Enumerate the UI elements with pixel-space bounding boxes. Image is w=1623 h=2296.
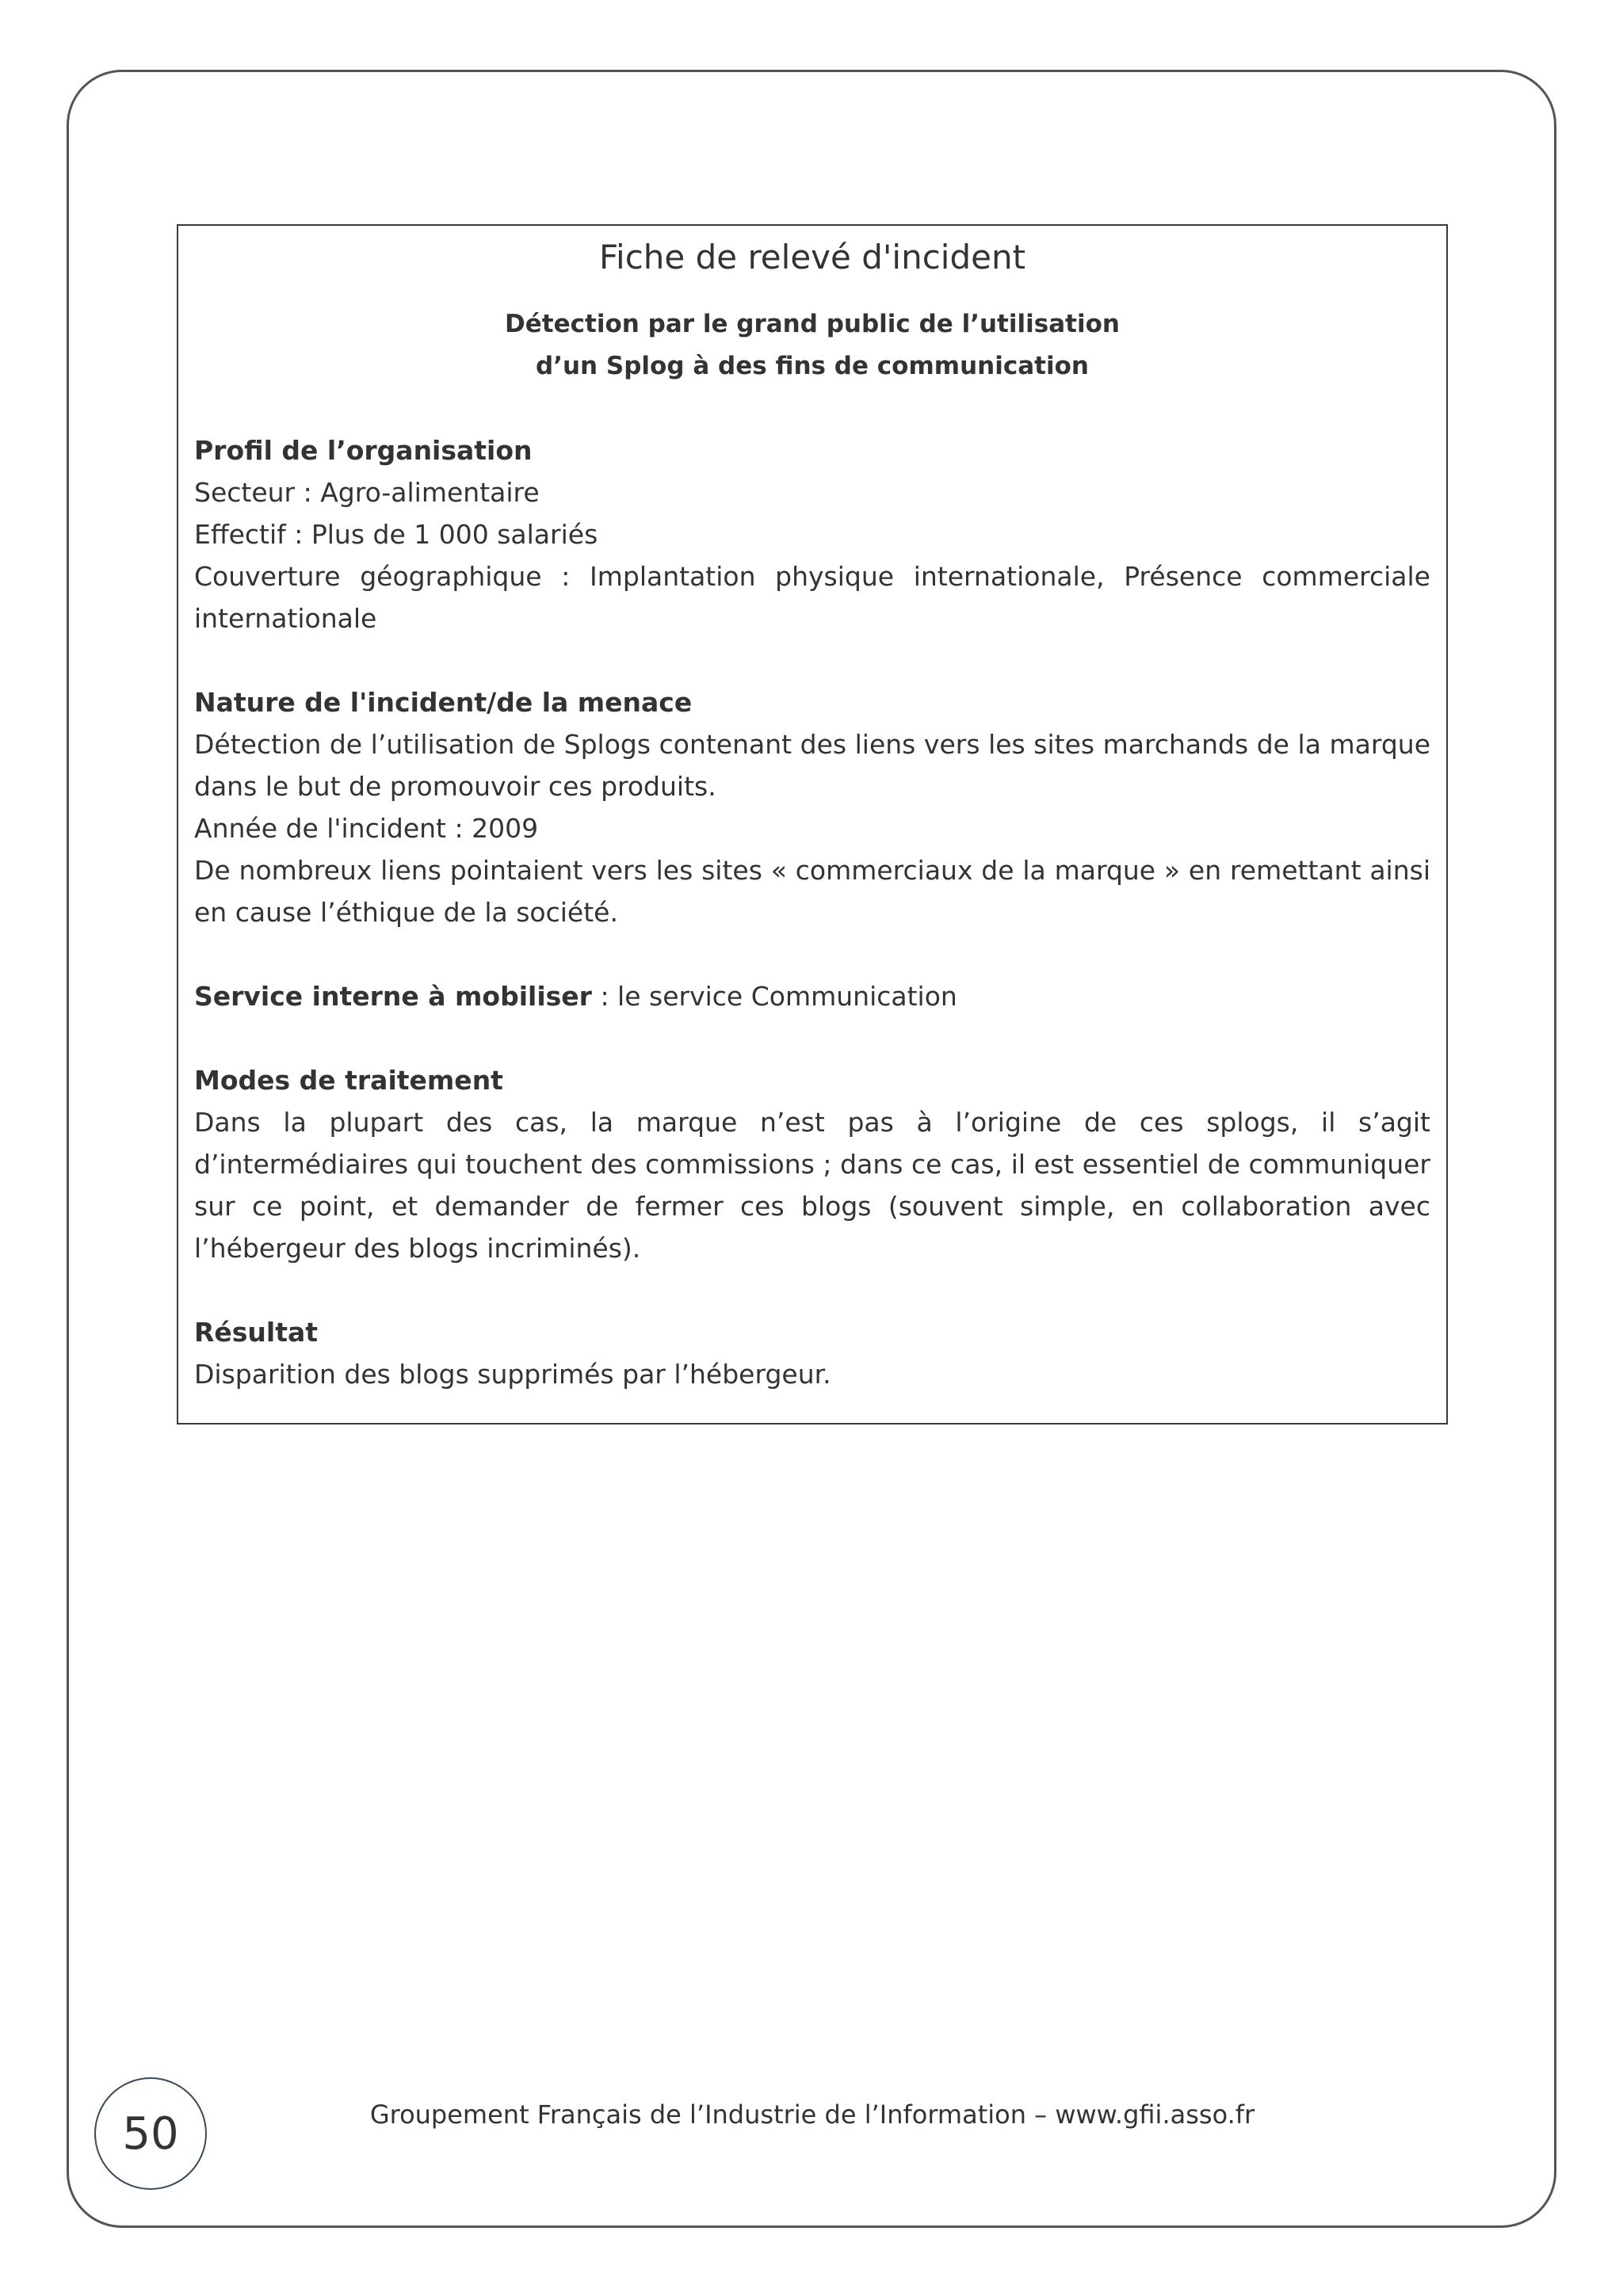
service-value: : le service Communication — [591, 981, 957, 1012]
section-nature — [194, 681, 1430, 933]
modes-heading: Modes de traitement — [194, 1065, 503, 1096]
modes-text: Dans la plupart des cas, la marque n’est pas à l’origine de ces splogs, il s’agit d’intermédiaires qui touchent des commissions ; dans ce cas, il est essentiel de communiquer sur ce point, et demander de fermer ces blogs (souvent simple, en collaboration avec l’hébergeur des blogs incriminés). — [194, 1107, 1430, 1264]
incident-report-box — [177, 224, 1448, 1425]
report-subtitle-line2: d’un Splog à des fins de communication — [536, 352, 1089, 380]
section-profil — [194, 429, 1430, 639]
report-title: Fiche de relevé d'incident — [598, 238, 1026, 277]
page-number: 50 — [94, 2077, 207, 2190]
report-subtitle-line1: Détection par le grand public de l’utilisation — [505, 310, 1120, 338]
nature-heading: Nature de l'incident/de la menace — [194, 687, 693, 718]
nature-annee: Année de l'incident : 2009 — [194, 813, 539, 844]
profil-effectif: Effectif : Plus de 1 000 salariés — [194, 519, 598, 550]
nature-liens: De nombreux liens pointaient vers les sites « commerciaux de la marque » en remettant ainsi en cause l’éthique de la société. — [194, 855, 1430, 928]
resultat-text: Disparition des blogs supprimés par l’hébergeur. — [194, 1359, 831, 1390]
profil-heading: Profil de l’organisation — [194, 435, 533, 466]
nature-detection: Détection de l’utilisation de Splogs contenant des liens vers les sites marchands de la marque dans le but de promouvoir ces produits. — [194, 729, 1430, 802]
resultat-heading: Résultat — [194, 1317, 319, 1348]
service-label: Service interne à mobiliser — [194, 981, 592, 1012]
profil-couverture: Couverture géographique : Implantation physique internationale, Présence commerciale internationale — [194, 561, 1430, 634]
report-subtitle — [194, 303, 1430, 387]
footer-text: Groupement Français de l’Industrie de l’Information – www.gfii.asso.fr — [369, 2100, 1255, 2130]
section-service — [194, 975, 1430, 1017]
section-modes — [194, 1059, 1430, 1269]
section-resultat — [194, 1311, 1430, 1395]
profil-secteur: Secteur : Agro-alimentaire — [194, 477, 540, 508]
